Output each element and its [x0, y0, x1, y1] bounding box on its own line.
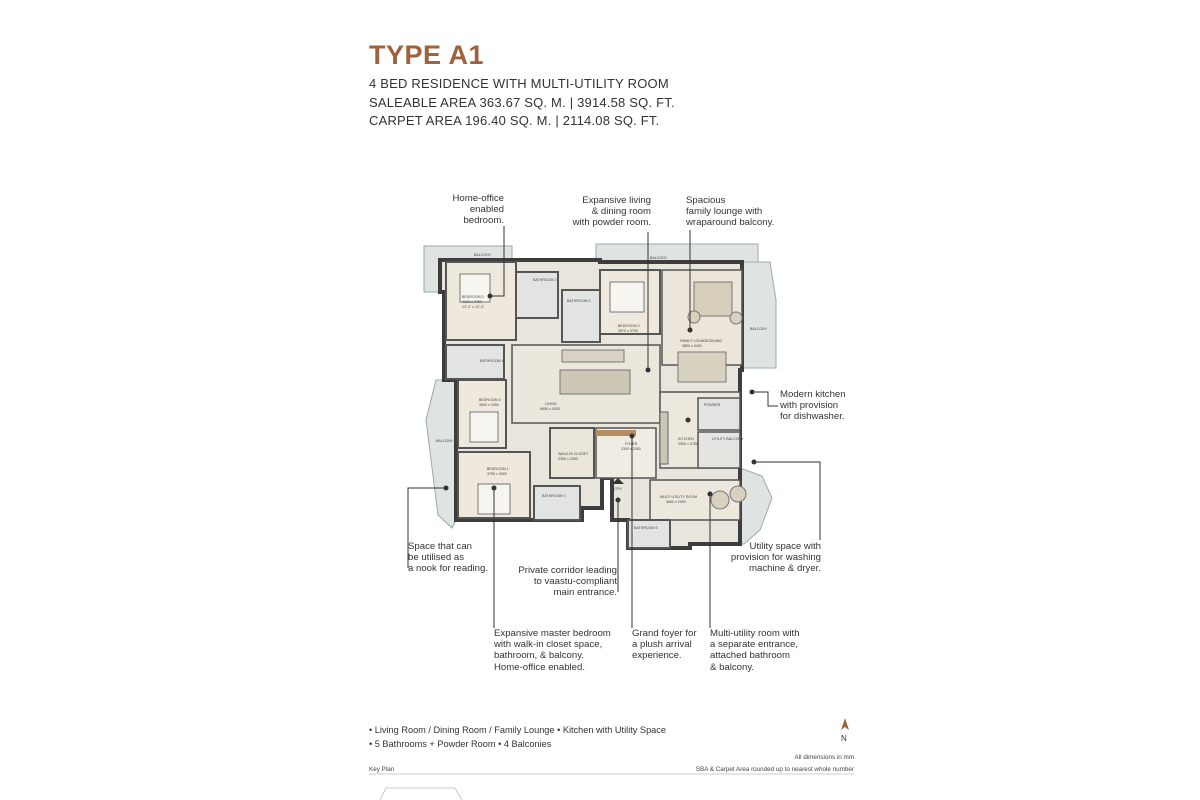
walk-in-label: WALK-IN CLOSET	[558, 452, 589, 456]
features-line-1: • Living Room / Dining Room / Family Lounge • Kitchen with Utility Space	[369, 725, 666, 735]
plan-title: TYPE A1	[369, 40, 485, 70]
bedroom4-dim: 3600 x 3450	[479, 403, 499, 407]
chair-icon	[711, 491, 729, 509]
bathroom3-area	[562, 290, 600, 342]
callout-reading-nook: Space that can be utilised as a nook for reading.	[408, 541, 489, 575]
callout-kitchen: Modern kitchen with provision for dishwasher.	[780, 389, 846, 423]
sofa-icon	[560, 370, 630, 394]
kitchen-dim: 2900 x 3750	[678, 442, 698, 446]
dining-table-icon	[678, 352, 726, 382]
key-plan-sketch	[380, 788, 462, 800]
features-line-2: • 5 Bathrooms + Powder Room • 4 Balconies	[369, 739, 552, 749]
saleable-area: SALEABLE AREA 363.67 SQ. M. | 3914.58 SQ. FT.	[369, 95, 675, 110]
balcony-top-left-label: BALCONY	[474, 253, 492, 257]
living-dim: 6950 x 4300	[540, 407, 560, 411]
callout-family-lounge: Spacious family lounge with wraparound balcony.	[686, 195, 775, 229]
bed-icon	[610, 282, 644, 312]
callout-multi-utility: Multi-utility room with a separate entrance, attached bathroom & balcony.	[710, 628, 800, 673]
callout-home-office: Home-office enabled bedroom.	[452, 193, 504, 227]
bed-icon	[470, 412, 498, 442]
bathroom2-label: BATHROOM 2	[533, 278, 557, 282]
north-label: N	[841, 734, 847, 743]
balcony-right-label: BALCONY	[750, 327, 768, 331]
balcony-mur	[740, 468, 772, 544]
foyer-dim: 2300 x 2050	[621, 447, 641, 451]
carpet-area: CARPET AREA 196.40 SQ. M. | 2114.08 SQ. FT.	[369, 113, 660, 128]
multi-utility-dim: 3600 x 2900	[666, 500, 686, 504]
plan-subtitle: 4 BED RESIDENCE WITH MULTI-UTILITY ROOM	[369, 76, 669, 91]
family-lounge-label: FAMILY LOUNGE/DINING	[680, 339, 723, 343]
bedroom3-label: BEDROOM 3	[462, 295, 484, 299]
callout-utility: Utility space with provision for washing machine & dryer.	[730, 541, 821, 575]
utility-balcony-label: UTILITY BALCONY	[712, 437, 744, 441]
chair-icon	[730, 486, 746, 502]
bathroom5-area	[628, 520, 670, 548]
bedroom4-label: BEDROOM 4	[479, 398, 501, 402]
bedroom2-label: BEDROOM 2	[618, 324, 640, 328]
lounge-sofa-icon	[694, 282, 732, 316]
armchair-icon	[730, 312, 742, 324]
bathroom5-label: BATHROOM 5	[634, 526, 658, 530]
callout-corridor: Private corridor leading to vaastu-compliant main entrance.	[518, 565, 617, 599]
dimensions-note: All dimensions in mm	[794, 754, 854, 761]
callout-living: Expansive living & dining room with powder room.	[572, 195, 651, 229]
family-lounge-dim: 3850 x 4400	[682, 344, 702, 348]
callout-master: Expansive master bedroom with walk-in closet space, bathroom, & balcony. Home-office enabled.	[494, 628, 611, 673]
sofa-icon	[562, 350, 624, 362]
rounding-note: SBA & Carpet Area rounded up to nearest whole number	[695, 766, 854, 773]
bathroom1-label: BATHROOM 1	[542, 494, 566, 498]
bedroom2-dim: 3670 x 3700	[618, 329, 638, 333]
north-arrow-icon	[841, 718, 849, 730]
multi-utility-label: MULTI UTILITY ROOM	[660, 495, 698, 499]
bedroom3-dim2: 13'-2" x 12'-3"	[462, 305, 485, 309]
bathroom1-area	[534, 486, 580, 520]
balcony-left	[426, 380, 456, 528]
bathroom4-label: BATHROOM 4	[480, 359, 504, 363]
balcony-top-label: BALCONY	[650, 256, 668, 260]
bathroom3-label: BATHROOM 3	[567, 299, 591, 303]
entry-label: ENTRY	[610, 487, 623, 491]
bedroom3-dim: 4020 x 3750	[462, 300, 482, 304]
bedroom1-dim: 3750 x 3900	[487, 472, 507, 476]
callout-foyer: Grand foyer for a plush arrival experience.	[632, 628, 697, 662]
balcony-left-label: BALCONY	[436, 439, 454, 443]
key-plan-label: Key Plan	[369, 766, 395, 773]
balcony-right	[742, 262, 776, 368]
powder-label: POWDER	[704, 403, 721, 407]
bedroom1-label: BEDROOM 1	[487, 467, 509, 471]
kitchen-counter-icon	[660, 412, 668, 464]
kitchen-label: KITCHEN	[678, 437, 694, 441]
walk-in-dim: 2350 x 2350	[558, 457, 578, 461]
balcony-top	[596, 244, 758, 262]
living-label: LIVING	[545, 402, 557, 406]
foyer-label: FOYER	[625, 442, 638, 446]
